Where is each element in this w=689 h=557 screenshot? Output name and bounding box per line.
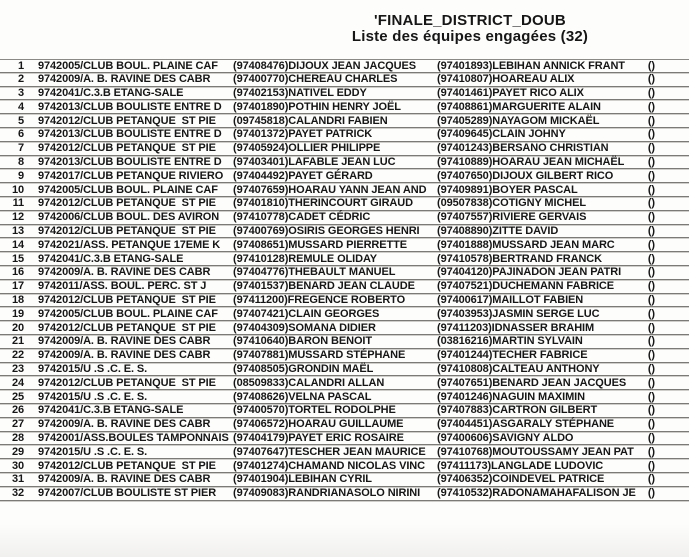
paren-cell: () — [647, 155, 655, 168]
club-cell: 9742015/U .S .C. E. S. — [38, 390, 148, 403]
team-row — [0, 363, 689, 377]
paren-cell: () — [647, 459, 655, 472]
player2-cell: (97404451)ASGARALY STÉPHANE — [437, 418, 615, 431]
player2-cell: (97410889)HOARAU JEAN MICHAËL — [437, 155, 625, 168]
player1-cell: (97405924)OLLIER PHILIPPE — [233, 142, 381, 155]
player1-cell: (97401537)BENARD JEAN CLAUDE — [233, 280, 415, 293]
row-number: 27 — [11, 418, 24, 431]
player1-cell: (97406572)HOARAU GUILLAUME — [233, 418, 404, 431]
player2-cell: (97407651)BENARD JEAN JACQUES — [437, 376, 627, 389]
paren-cell: () — [647, 86, 655, 99]
club-cell: 9742012/CLUB PETANQUE ST PIE — [38, 142, 216, 155]
club-cell: 9742012/CLUB PETANQUE ST PIE — [38, 197, 216, 210]
paren-cell: () — [647, 238, 655, 251]
team-row — [0, 238, 689, 252]
player1-cell: (97402153)NATIVEL EDDY — [233, 86, 367, 99]
player2-cell: (97401461)PAYET RICO ALIX — [437, 86, 584, 99]
club-cell: 9742015/U .S .C. E. S. — [38, 445, 148, 458]
player1-cell: (97403401)LAFABLE JEAN LUC — [233, 155, 396, 168]
paren-cell: () — [647, 404, 655, 417]
paren-cell: () — [647, 211, 655, 224]
player1-cell: (97408476)DIJOUX JEAN JACQUES — [233, 59, 416, 72]
paren-cell: () — [647, 362, 655, 375]
row-number: 11 — [12, 197, 24, 210]
player1-cell: (97400769)OSIRIS GEORGES HENRI — [233, 224, 420, 237]
club-cell: 9742012/CLUB PETANQUE ST PIE — [38, 376, 216, 389]
player1-cell: (97401904)LEBIHAN CYRIL — [233, 473, 372, 486]
player1-cell: (97407881)MUSSARD STÉPHANE — [233, 349, 406, 362]
player1-cell: (97408651)MUSSARD PIERRETTE — [233, 238, 407, 251]
row-number: 24 — [11, 376, 24, 389]
player2-cell: (97409645)CLAIN JOHNY — [437, 128, 566, 141]
paren-cell: () — [647, 224, 655, 237]
team-row — [0, 432, 689, 446]
row-number: 10 — [11, 183, 24, 196]
row-number: 25 — [11, 390, 24, 403]
player2-cell: (97400617)MAILLOT FABIEN — [437, 293, 584, 306]
club-cell: 9742009/A. B. RAVINE DES CABR — [38, 473, 211, 486]
paren-cell: () — [647, 418, 655, 431]
player1-cell: (08509833)CALANDRI ALLAN — [233, 376, 385, 389]
paren-cell: () — [647, 487, 655, 500]
team-row — [0, 487, 689, 501]
player2-cell: (97405289)NAYAGOM MICKAËL — [437, 114, 600, 127]
team-row — [0, 156, 689, 170]
paren-cell: () — [647, 293, 655, 306]
paren-cell: () — [647, 142, 655, 155]
player1-cell: (97400770)CHEREAU CHARLES — [233, 73, 398, 86]
row-number: 32 — [11, 487, 24, 500]
row-number: 16 — [11, 266, 24, 279]
paren-cell: () — [647, 473, 655, 486]
player2-cell: (97407557)RIVIERE GERVAIS — [437, 211, 587, 224]
team-row — [0, 349, 689, 363]
team-row — [0, 307, 689, 321]
paren-cell: () — [647, 280, 655, 293]
team-row — [0, 211, 689, 225]
row-number: 2 — [17, 73, 24, 86]
row-number: 5 — [17, 114, 24, 127]
row-number: 28 — [11, 431, 24, 444]
row-number: 22 — [11, 349, 24, 362]
club-cell: 9742005/CLUB BOUL. PLAINE CAF — [38, 183, 218, 196]
club-cell: 9742011/ASS. BOUL. PERC. ST J — [38, 280, 207, 293]
club-cell: 9742015/U .S .C. E. S. — [38, 362, 148, 375]
paren-cell: () — [647, 431, 655, 444]
row-number: 31 — [11, 473, 24, 486]
player1-cell: (97410778)CADET CÉDRIC — [233, 211, 371, 224]
player2-cell: (97410768)MOUTOUSSAMY JEAN PAT — [437, 445, 634, 458]
club-cell: 9742012/CLUB PETANQUE ST PIE — [38, 224, 216, 237]
club-cell: 9742009/A. B. RAVINE DES CABR — [38, 349, 211, 362]
club-cell: 9742041/C.3.B ETANG-SALE — [38, 252, 184, 265]
team-row — [0, 87, 689, 101]
club-cell: 9742012/CLUB PETANQUE ST PIE — [38, 321, 216, 334]
club-cell: 9742007/CLUB BOULISTE ST PIER — [38, 487, 217, 500]
player1-cell: (97401274)CHAMAND NICOLAS VINC — [233, 459, 425, 472]
player1-cell: (97401890)POTHIN HENRY JOËL — [233, 100, 401, 113]
team-row — [0, 321, 689, 335]
player2-cell: (97410807)HOAREAU ALIX — [437, 73, 575, 86]
player2-cell: (97409891)BOYER PASCAL — [437, 183, 578, 196]
team-row — [0, 252, 689, 266]
paren-cell: () — [647, 114, 655, 127]
row-number: 4 — [17, 100, 24, 113]
player2-cell: (97401244)TECHER FABRICE — [437, 349, 588, 362]
player2-cell: (97410808)CALTEAU ANTHONY — [437, 362, 600, 375]
player1-cell: (97404776)THEBAULT MANUEL — [233, 266, 396, 279]
player1-cell: (97411200)FREGENCE ROBERTO — [233, 293, 406, 306]
team-row — [0, 390, 689, 404]
team-row — [0, 169, 689, 183]
club-cell: 9742009/A. B. RAVINE DES CABR — [38, 418, 211, 431]
row-number: 17 — [11, 280, 24, 293]
team-row — [0, 128, 689, 142]
team-row — [0, 59, 689, 73]
player2-cell: (97407521)DUCHEMANN FABRICE — [437, 280, 615, 293]
player2-cell: (97404120)PAJINADON JEAN PATRI — [437, 266, 622, 279]
player2-cell: (97401246)NAGUIN MAXIMIN — [437, 390, 585, 403]
paren-cell: () — [647, 183, 655, 196]
team-table — [0, 59, 689, 501]
paren-cell: () — [647, 335, 655, 348]
row-number: 1 — [17, 59, 24, 72]
player2-cell: (97411173)LANGLADE LUDOVIC — [437, 459, 604, 472]
player1-cell: (97410640)BARON BENOIT — [233, 335, 373, 348]
club-cell: 9742013/CLUB BOULISTE ENTRE D — [38, 155, 222, 168]
player1-cell: (97401372)PAYET PATRICK — [233, 128, 373, 141]
club-cell: 9742009/A. B. RAVINE DES CABR — [38, 266, 211, 279]
paren-cell: () — [647, 445, 655, 458]
club-cell: 9742009/A. B. RAVINE DES CABR — [38, 73, 211, 86]
team-row — [0, 376, 689, 390]
player1-cell: (97404492)PAYET GÉRARD — [233, 169, 373, 182]
team-row — [0, 114, 689, 128]
player1-cell: (97409083)RANDRIANASOLO NIRINI — [233, 487, 421, 500]
team-row — [0, 73, 689, 87]
player1-cell: (97407647)TESCHER JEAN MAURICE — [233, 445, 426, 458]
team-row — [0, 225, 689, 239]
club-cell: 9742001/ASS.BOULES TAMPONNAIS — [38, 431, 229, 444]
player2-cell: (97400606)SAVIGNY ALDO — [437, 431, 574, 444]
player2-cell: (97410532)RADONAMAHAFALISON JE — [437, 487, 636, 500]
paren-cell: () — [647, 390, 655, 403]
player1-cell: (97407421)CLAIN GEORGES — [233, 307, 380, 320]
club-cell: 9742005/CLUB BOUL. PLAINE CAF — [38, 307, 218, 320]
club-cell: 9742013/CLUB BOULISTE ENTRE D — [38, 100, 222, 113]
paren-cell: () — [647, 169, 655, 182]
row-number: 19 — [11, 307, 24, 320]
row-number: 7 — [17, 142, 24, 155]
team-row — [0, 404, 689, 418]
row-number: 26 — [11, 404, 24, 417]
player2-cell: (97407650)DIJOUX GILBERT RICO — [437, 169, 614, 182]
club-cell: 9742009/A. B. RAVINE DES CABR — [38, 335, 211, 348]
row-number: 8 — [17, 155, 24, 168]
page-subtitle: Liste des équipes engagées (32) — [351, 28, 589, 45]
team-row — [0, 142, 689, 156]
team-row — [0, 335, 689, 349]
player2-cell: (97408890)ZITTE DAVID — [437, 224, 559, 237]
player2-cell: (97403953)JASMIN SERGE LUC — [437, 307, 600, 320]
row-number: 18 — [11, 293, 24, 306]
paren-cell: () — [647, 349, 655, 362]
club-cell: 9742041/C.3.B ETANG-SALE — [38, 86, 184, 99]
team-row — [0, 459, 689, 473]
club-cell: 9742005/CLUB BOUL. PLAINE CAF — [38, 59, 218, 72]
row-number: 30 — [11, 459, 24, 472]
player2-cell: (97407883)CARTRON GILBERT — [437, 404, 598, 417]
row-number: 20 — [11, 321, 24, 334]
player2-cell: (09507838)COTIGNY MICHEL — [437, 197, 587, 210]
player1-cell: (97410128)REMULE OLIDAY — [233, 252, 378, 265]
player1-cell: (97400570)TORTEL RODOLPHE — [233, 404, 396, 417]
title-block — [250, 13, 689, 45]
row-number: 29 — [11, 445, 24, 458]
row-number: 23 — [11, 362, 24, 375]
club-cell: 9742041/C.3.B ETANG-SALE — [38, 404, 184, 417]
club-cell: 9742017/CLUB PETANQUE RIVIERO — [38, 169, 224, 182]
paren-cell: () — [647, 197, 655, 210]
player2-cell: (03816216)MARTIN SYLVAIN — [437, 335, 583, 348]
player1-cell: (97408505)GRONDIN MAËL — [233, 362, 374, 375]
row-number: 9 — [17, 169, 24, 182]
page-title: 'FINALE_DISTRICT_DOUB — [374, 12, 566, 29]
team-row — [0, 100, 689, 114]
paren-cell: () — [647, 321, 655, 334]
paren-cell: () — [647, 59, 655, 72]
player2-cell: (97410578)BERTRAND FRANCK — [437, 252, 602, 265]
player2-cell: (97406352)COINDEVEL PATRICE — [437, 473, 605, 486]
paren-cell: () — [647, 266, 655, 279]
team-row — [0, 280, 689, 294]
player1-cell: (97407659)HOARAU YANN JEAN AND — [233, 183, 427, 196]
row-number: 13 — [11, 224, 24, 237]
row-number: 3 — [17, 86, 24, 99]
player1-cell: (97401810)THERINCOURT GIRAUD — [233, 197, 413, 210]
club-cell: 9742012/CLUB PETANQUE ST PIE — [38, 293, 216, 306]
paren-cell: () — [647, 100, 655, 113]
club-cell: 9742013/CLUB BOULISTE ENTRE D — [38, 128, 222, 141]
club-cell: 9742006/CLUB BOUL. DES AVIRON — [38, 211, 220, 224]
club-cell: 9742012/CLUB PETANQUE ST PIE — [38, 114, 216, 127]
paren-cell: () — [647, 307, 655, 320]
player2-cell: (97408861)MARGUERITE ALAIN — [437, 100, 601, 113]
team-row — [0, 473, 689, 487]
team-row — [0, 418, 689, 432]
player1-cell: (97404179)PAYET ERIC ROSAIRE — [233, 431, 404, 444]
paren-cell: () — [647, 73, 655, 86]
player2-cell: (97411203)IDNASSER BRAHIM — [437, 321, 595, 334]
player2-cell: (97401888)MUSSARD JEAN MARC — [437, 238, 615, 251]
paren-cell: () — [647, 128, 655, 141]
row-number: 15 — [11, 252, 24, 265]
player2-cell: (97401893)LEBIHAN ANNICK FRANT — [437, 59, 625, 72]
player1-cell: (97408626)VELNA PASCAL — [233, 390, 372, 403]
row-number: 21 — [11, 335, 24, 348]
paren-cell: () — [647, 376, 655, 389]
club-cell: 9742012/CLUB PETANQUE ST PIE — [38, 459, 216, 472]
team-row — [0, 266, 689, 280]
team-row — [0, 183, 689, 197]
paren-cell: () — [647, 252, 655, 265]
team-row — [0, 445, 689, 459]
team-row — [0, 197, 689, 211]
row-number: 6 — [17, 128, 24, 141]
player2-cell: (97401243)BERSANO CHRISTIAN — [437, 142, 609, 155]
player1-cell: (09745818)CALANDRI FABIEN — [233, 114, 388, 127]
player1-cell: (97404309)SOMANA DIDIER — [233, 321, 376, 334]
row-number: 12 — [11, 211, 24, 224]
club-cell: 9742021/ASS. PETANQUE 17EME K — [38, 238, 221, 251]
row-number: 14 — [11, 238, 24, 251]
team-row — [0, 294, 689, 308]
